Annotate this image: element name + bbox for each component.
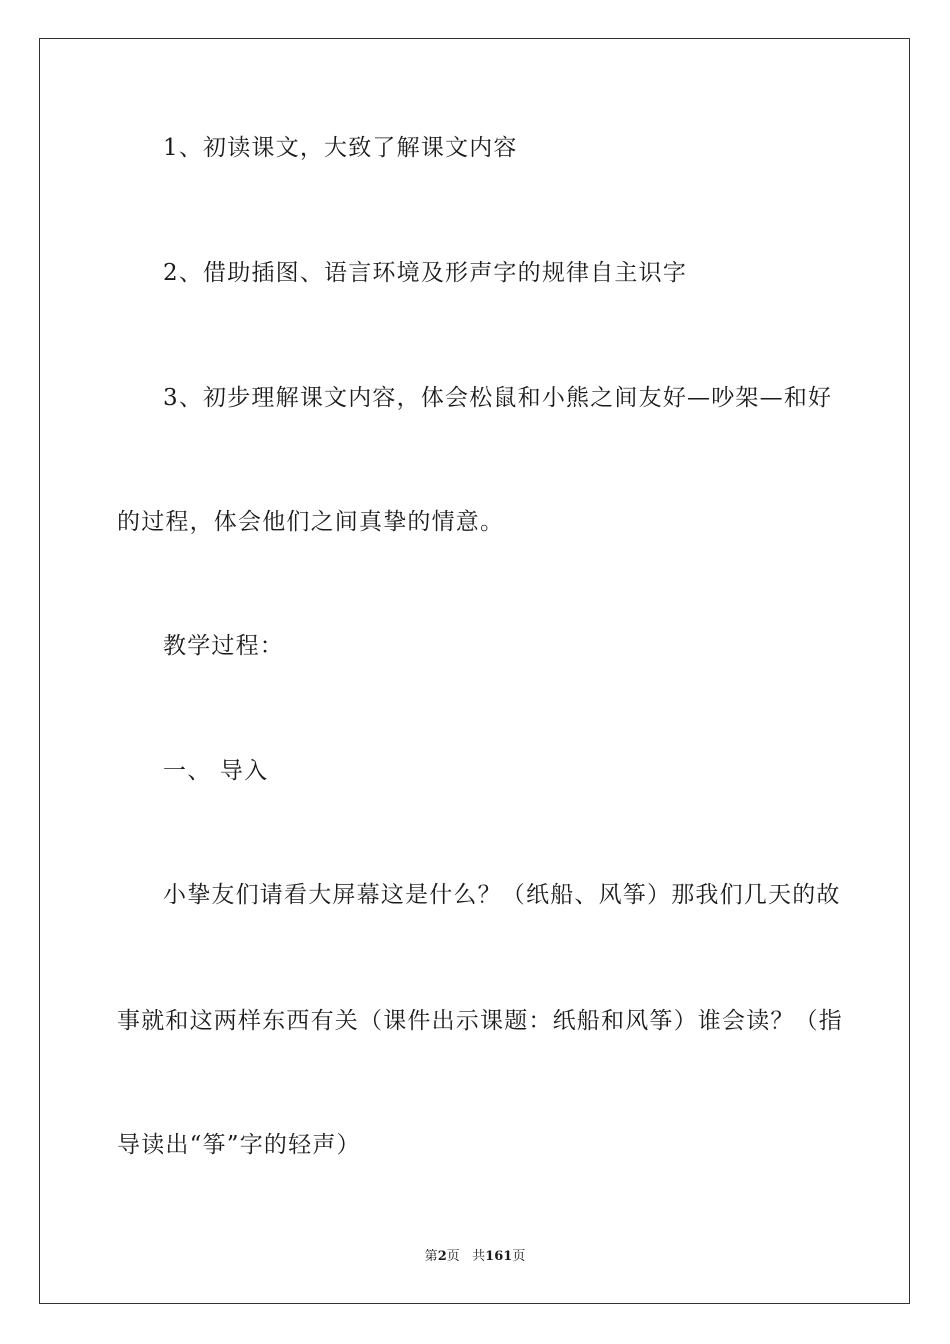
intro-paragraph-line-1: 小挚友们请看大屏幕这是什么？（纸船、风筝）那我们几天的故: [163, 882, 841, 908]
objective-3-line-2: 的过程，体会他们之间真挚的情意。: [117, 509, 505, 535]
page-border: [39, 38, 910, 1304]
footer-total-pages: 161: [485, 1249, 513, 1264]
intro-paragraph-line-3: 导读出“筝”字的轻声）: [117, 1132, 361, 1158]
page-footer: [0, 1249, 950, 1265]
objective-3-line-1: 3、初步理解课文内容，体会松鼠和小熊之间友好—吵架—和好: [163, 385, 833, 411]
footer-total-suffix: 页: [512, 1249, 526, 1264]
footer-prefix: 第: [424, 1249, 438, 1264]
objective-1: 1、初读课文，大致了解课文内容: [163, 135, 518, 161]
section-heading-intro: 一、 导入: [163, 758, 269, 784]
footer-total-prefix: 共: [472, 1249, 486, 1264]
footer-page-suffix: 页: [446, 1249, 460, 1264]
footer-page-number: 2: [437, 1249, 447, 1264]
objective-2: 2、借助插图、语言环境及形声字的规律自主识字: [163, 260, 688, 286]
intro-paragraph-line-2: 事就和这两样东西有关（课件出示课题：纸船和风筝）谁会读？（指: [117, 1008, 843, 1034]
section-heading-process: 教学过程：: [163, 633, 284, 659]
